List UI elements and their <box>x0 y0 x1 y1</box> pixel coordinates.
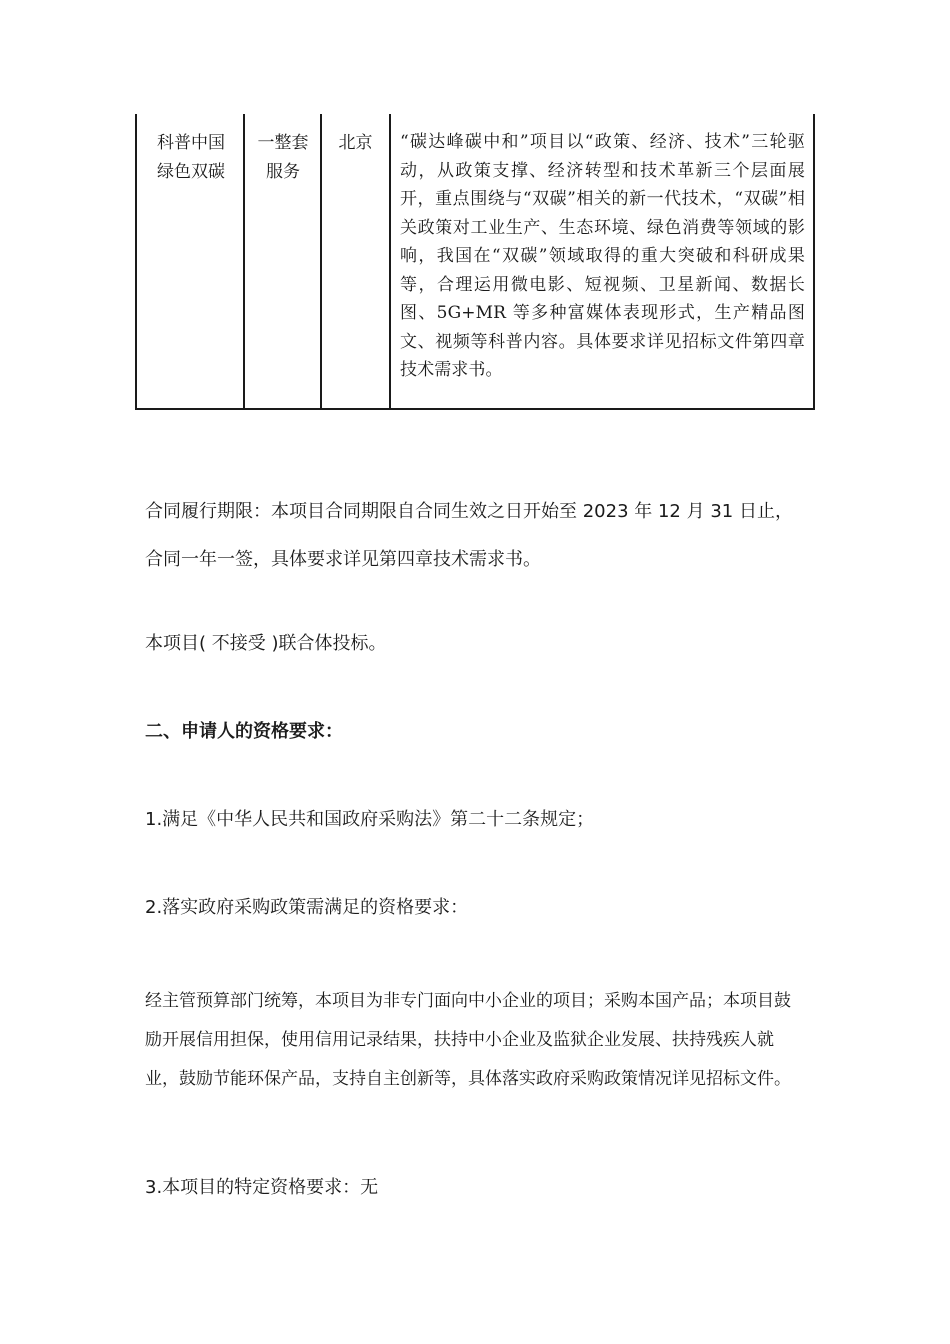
description-text: “碳达峰碳中和”项目以“政策、经济、技术”三轮驱动，从政策支撑、经济转型和技术革新三个层面展开，重点围绕与“双碳”相关的新一代技术，“双碳”相关政策对工业生产、生态环境、绿色消费等领域的影响，我国在“双碳”领域取得的重大突破和科研成果等，合理运用微电影、短视频、卫星新闻、数据长图、5G+MR 等多种富媒体表现形式，生产精品图文、视频等科普内容。具体要求详见招标文件第四章技术需求书。 <box>400 132 805 380</box>
requirement-item-3: 3.本项目的特定资格要求：无 <box>145 1177 379 1198</box>
quantity-text: 一整套服务 <box>257 133 309 182</box>
requirement-item-2: 2.落实政府采购政策需满足的资格要求： <box>145 897 469 918</box>
section-heading: 二、申请人的资格要求： <box>145 721 343 742</box>
table-cell-project-name <box>137 114 245 410</box>
contract-period: 合同履行期限：本项目合同期限自合同生效之日开始至 2023 年 12 月 31 日止，合同一年一签，具体要求详见第四章技术需求书。 <box>145 501 793 570</box>
table-cell-location <box>322 114 389 410</box>
location-text: 北京 <box>338 133 373 153</box>
table-cell-quantity <box>245 114 321 410</box>
project-name-text: 科普中国绿色双碳 <box>157 133 225 182</box>
joint-bid-statement: 本项目( 不接受 )联合体投标。 <box>145 633 387 654</box>
table-cell-description <box>391 114 815 410</box>
project-table <box>135 114 815 410</box>
requirement-item-1: 1.满足《中华人民共和国政府采购法》第二十二条规定； <box>145 809 595 830</box>
policy-paragraph: 经主管预算部门统筹，本项目为非专门面向中小企业的项目；采购本国产品；本项目鼓励开展信用担保，使用信用记录结果，扶持中小企业及监狱企业发展、扶持残疾人就业，鼓励节能环保产品，支持自主创新等，具体落实政府采购政策情况详见招标文件。 <box>145 991 791 1089</box>
